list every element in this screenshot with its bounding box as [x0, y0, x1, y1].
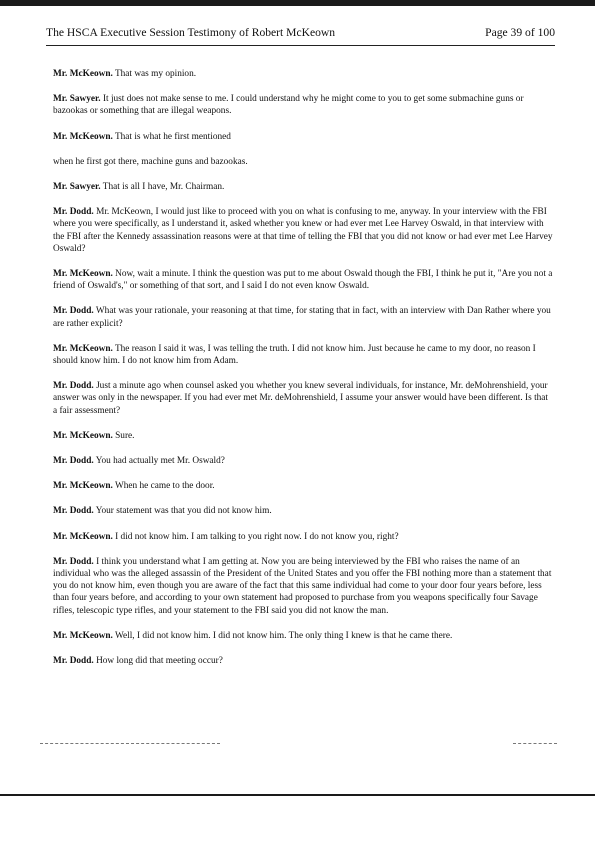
speaker-name: Mr. McKeown.	[53, 430, 113, 441]
speech-text: when he first got there, machine guns and bazookas.	[53, 156, 248, 167]
testimony-paragraph	[53, 206, 553, 255]
testimony-paragraph	[53, 455, 553, 467]
speaker-name: Mr. Dodd.	[53, 506, 94, 517]
testimony-paragraph	[53, 430, 553, 442]
speech-text: The reason I said it was, I was telling the truth. I did not know him. Just because he came to my door, no reason I should know him. I do not know him from Adam.	[53, 343, 536, 367]
header-divider	[46, 45, 555, 46]
footer-dotted-line-right	[513, 743, 557, 744]
testimony-paragraph	[53, 380, 553, 417]
speech-text: Sure.	[115, 430, 135, 441]
speaker-name: Mr. Sawyer.	[53, 94, 101, 105]
testimony-body	[53, 68, 553, 680]
bottom-border	[0, 794, 595, 796]
speaker-name: Mr. McKeown.	[53, 269, 113, 280]
testimony-paragraph	[53, 630, 553, 642]
testimony-paragraph	[53, 268, 553, 292]
testimony-paragraph	[53, 655, 553, 667]
page-header	[46, 26, 555, 42]
speech-text: That is what he first mentioned	[114, 131, 231, 142]
speaker-name: Mr. Dodd.	[53, 556, 94, 567]
speaker-name: Mr. Dodd.	[53, 306, 94, 317]
testimony-paragraph	[53, 68, 553, 80]
footer-dotted-line-left	[40, 743, 220, 744]
speaker-name: Mr. McKeown.	[53, 481, 113, 492]
speech-text: Your statement was that you did not know him.	[95, 506, 272, 517]
speaker-name: Mr. McKeown.	[53, 630, 113, 641]
speech-text: I did not know him. I am talking to you right now. I do not know you, right?	[115, 531, 399, 542]
speech-text: What was your rationale, your reasoning at that time, for stating that in fact, with an interview with Dan Rather where you are rather explicit?	[53, 306, 551, 329]
testimony-paragraph	[53, 556, 553, 617]
speaker-name: Mr. McKeown.	[53, 343, 113, 354]
speaker-name: Mr. McKeown.	[53, 531, 113, 542]
speaker-name: Mr. McKeown.	[53, 69, 113, 79]
speech-text: That was my opinion.	[114, 69, 197, 79]
speaker-name: Mr. Dodd.	[53, 656, 94, 667]
testimony-paragraph	[53, 343, 553, 367]
page-number: Page 39 of 100	[485, 26, 555, 39]
testimony-paragraph	[53, 131, 553, 143]
speech-text: Well, I did not know him. I did not know him. The only thing I knew is that he came there.	[114, 630, 453, 641]
speech-text: That is all I have, Mr. Chairman.	[102, 182, 225, 193]
testimony-paragraph	[53, 305, 553, 329]
speech-text: Now, wait a minute. I think the question was put to me about Oswald though the FBI, I think he put it, "Are you not a friend of Oswald's," or something of that sort, and I said I do not even know Oswald.	[53, 269, 553, 292]
speech-text: When he came to the door.	[114, 481, 215, 492]
speech-text: Mr. McKeown, I would just like to proceed with you on what is confusing to me, anyway. In your interview with the FBI where you were specifically, as I understand it, asked whether you knew or had ever met Lee Harvey Oswald, in that interview with the FBI after the Kennedy assassination reasons were at that time of telling the FBI that you did not know or had ever met Lee Harvey Oswald?	[53, 207, 553, 254]
testimony-paragraph	[53, 181, 553, 193]
speech-text: I think you understand what I am getting at. Now you are being interviewed by the FBI who raises the name of an individual who was the alleged assassin of the President of the United States and you offer the FBI nothing more than a statement that you do not know him, even though you are aware of the fact that this same individual had come to your door four years before, less than four years before, and according to your own statement had proposed to purchase from you weapons specifically four Savage rifles, telescopic type rifles, and your statement to the FBI said you did not know the man.	[53, 556, 552, 616]
testimony-paragraph	[53, 156, 553, 168]
speech-text: Just a minute ago when counsel asked you whether you knew several individuals, for instance, Mr. deMohrenshield, your answer was only in the newspaper. If you had ever met Mr. deMohrenshield, I assume your answer would have been different. Is that a fair assessment?	[53, 381, 549, 416]
testimony-paragraph	[53, 480, 553, 492]
speech-text: How long did that meeting occur?	[96, 656, 223, 667]
top-border	[0, 0, 595, 6]
speaker-name: Mr. Sawyer.	[53, 182, 101, 193]
testimony-paragraph	[53, 505, 553, 517]
speech-text: You had actually met Mr. Oswald?	[95, 456, 225, 467]
testimony-paragraph	[53, 93, 553, 117]
speaker-name: Mr. Dodd.	[53, 207, 94, 218]
document-title: The HSCA Executive Session Testimony of Robert McKeown	[46, 26, 336, 39]
speech-text: It just does not make sense to me. I could understand why he might come to you to get some submachine guns or bazookas or something that are illegal weapons.	[53, 94, 524, 117]
testimony-paragraph	[53, 531, 553, 543]
speaker-name: Mr. McKeown.	[53, 131, 113, 142]
speaker-name: Mr. Dodd.	[53, 456, 94, 467]
speaker-name: Mr. Dodd.	[53, 381, 94, 392]
